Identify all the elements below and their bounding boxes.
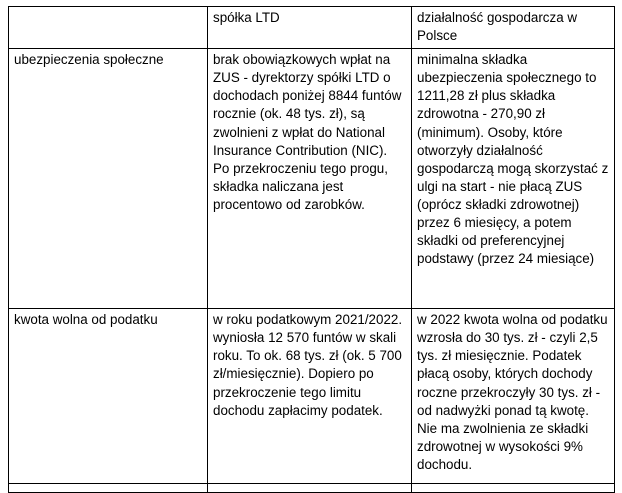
cell-ltd-tax-free-amount: w roku podatkowym 2021/2022. wyniosła 12 570 funtów w skali roku. To ok. 68 tys. zł (ok. 5 700 zł/miesięcznie). Dopiero po przekroczenie tego limitu dochodu zapłacimy podatek. xyxy=(208,309,412,484)
table-row-cut-off xyxy=(9,484,615,493)
header-cell-ltd: spółka LTD xyxy=(208,7,412,49)
row-label-tax-free-amount: kwota wolna od podatku xyxy=(9,309,208,484)
header-cell-poland: działalność gospodarcza w Polsce xyxy=(412,7,615,49)
cell-poland-tax-free-amount: w 2022 kwota wolna od podatku wzrosła do 30 tys. zł - czyli 2,5 tys. zł miesięcznie. Podatek płacą osoby, których dochody roczne przekroczyły 30 tys. zł - od nadwyżki ponad tą kwotę. Nie ma zwolnienia ze składki zdrowotnej w wysokości 9% dochodu. xyxy=(412,309,615,484)
comparison-table xyxy=(8,6,615,493)
row-label-social-insurance: ubezpieczenia społeczne xyxy=(9,49,208,309)
cell-ltd-social-insurance: brak obowiązkowych wpłat na ZUS - dyrektorzy spółki LTD o dochodach poniżej 8844 funtów rocznie (ok. 48 tys. zł), są zwolnieni z wpłat do National Insurance Contribution (NIC). Po przekroczeniu tego progu, składka naliczana jest procentowo od zarobków. xyxy=(208,49,412,309)
table-row-tax-free-amount xyxy=(9,309,615,484)
cut-off-cell-label xyxy=(9,484,208,493)
cut-off-cell-ltd xyxy=(208,484,412,493)
table-header-row xyxy=(9,7,615,49)
cut-off-cell-poland xyxy=(412,484,615,493)
cell-poland-social-insurance: minimalna składka ubezpieczenia społecznego to 1211,28 zł plus składka zdrowotna - 270,90 zł (minimum). Osoby, które otworzyły działalność gospodarczą mogą skorzystać z ulgi na start - nie płacą ZUS (oprócz składki zdrowotnej) przez 6 miesięcy, a potem składki od preferencyjnej podstawy (przez 24 miesiące) xyxy=(412,49,615,309)
table-row-social-insurance xyxy=(9,49,615,309)
header-cell-label xyxy=(9,7,208,49)
